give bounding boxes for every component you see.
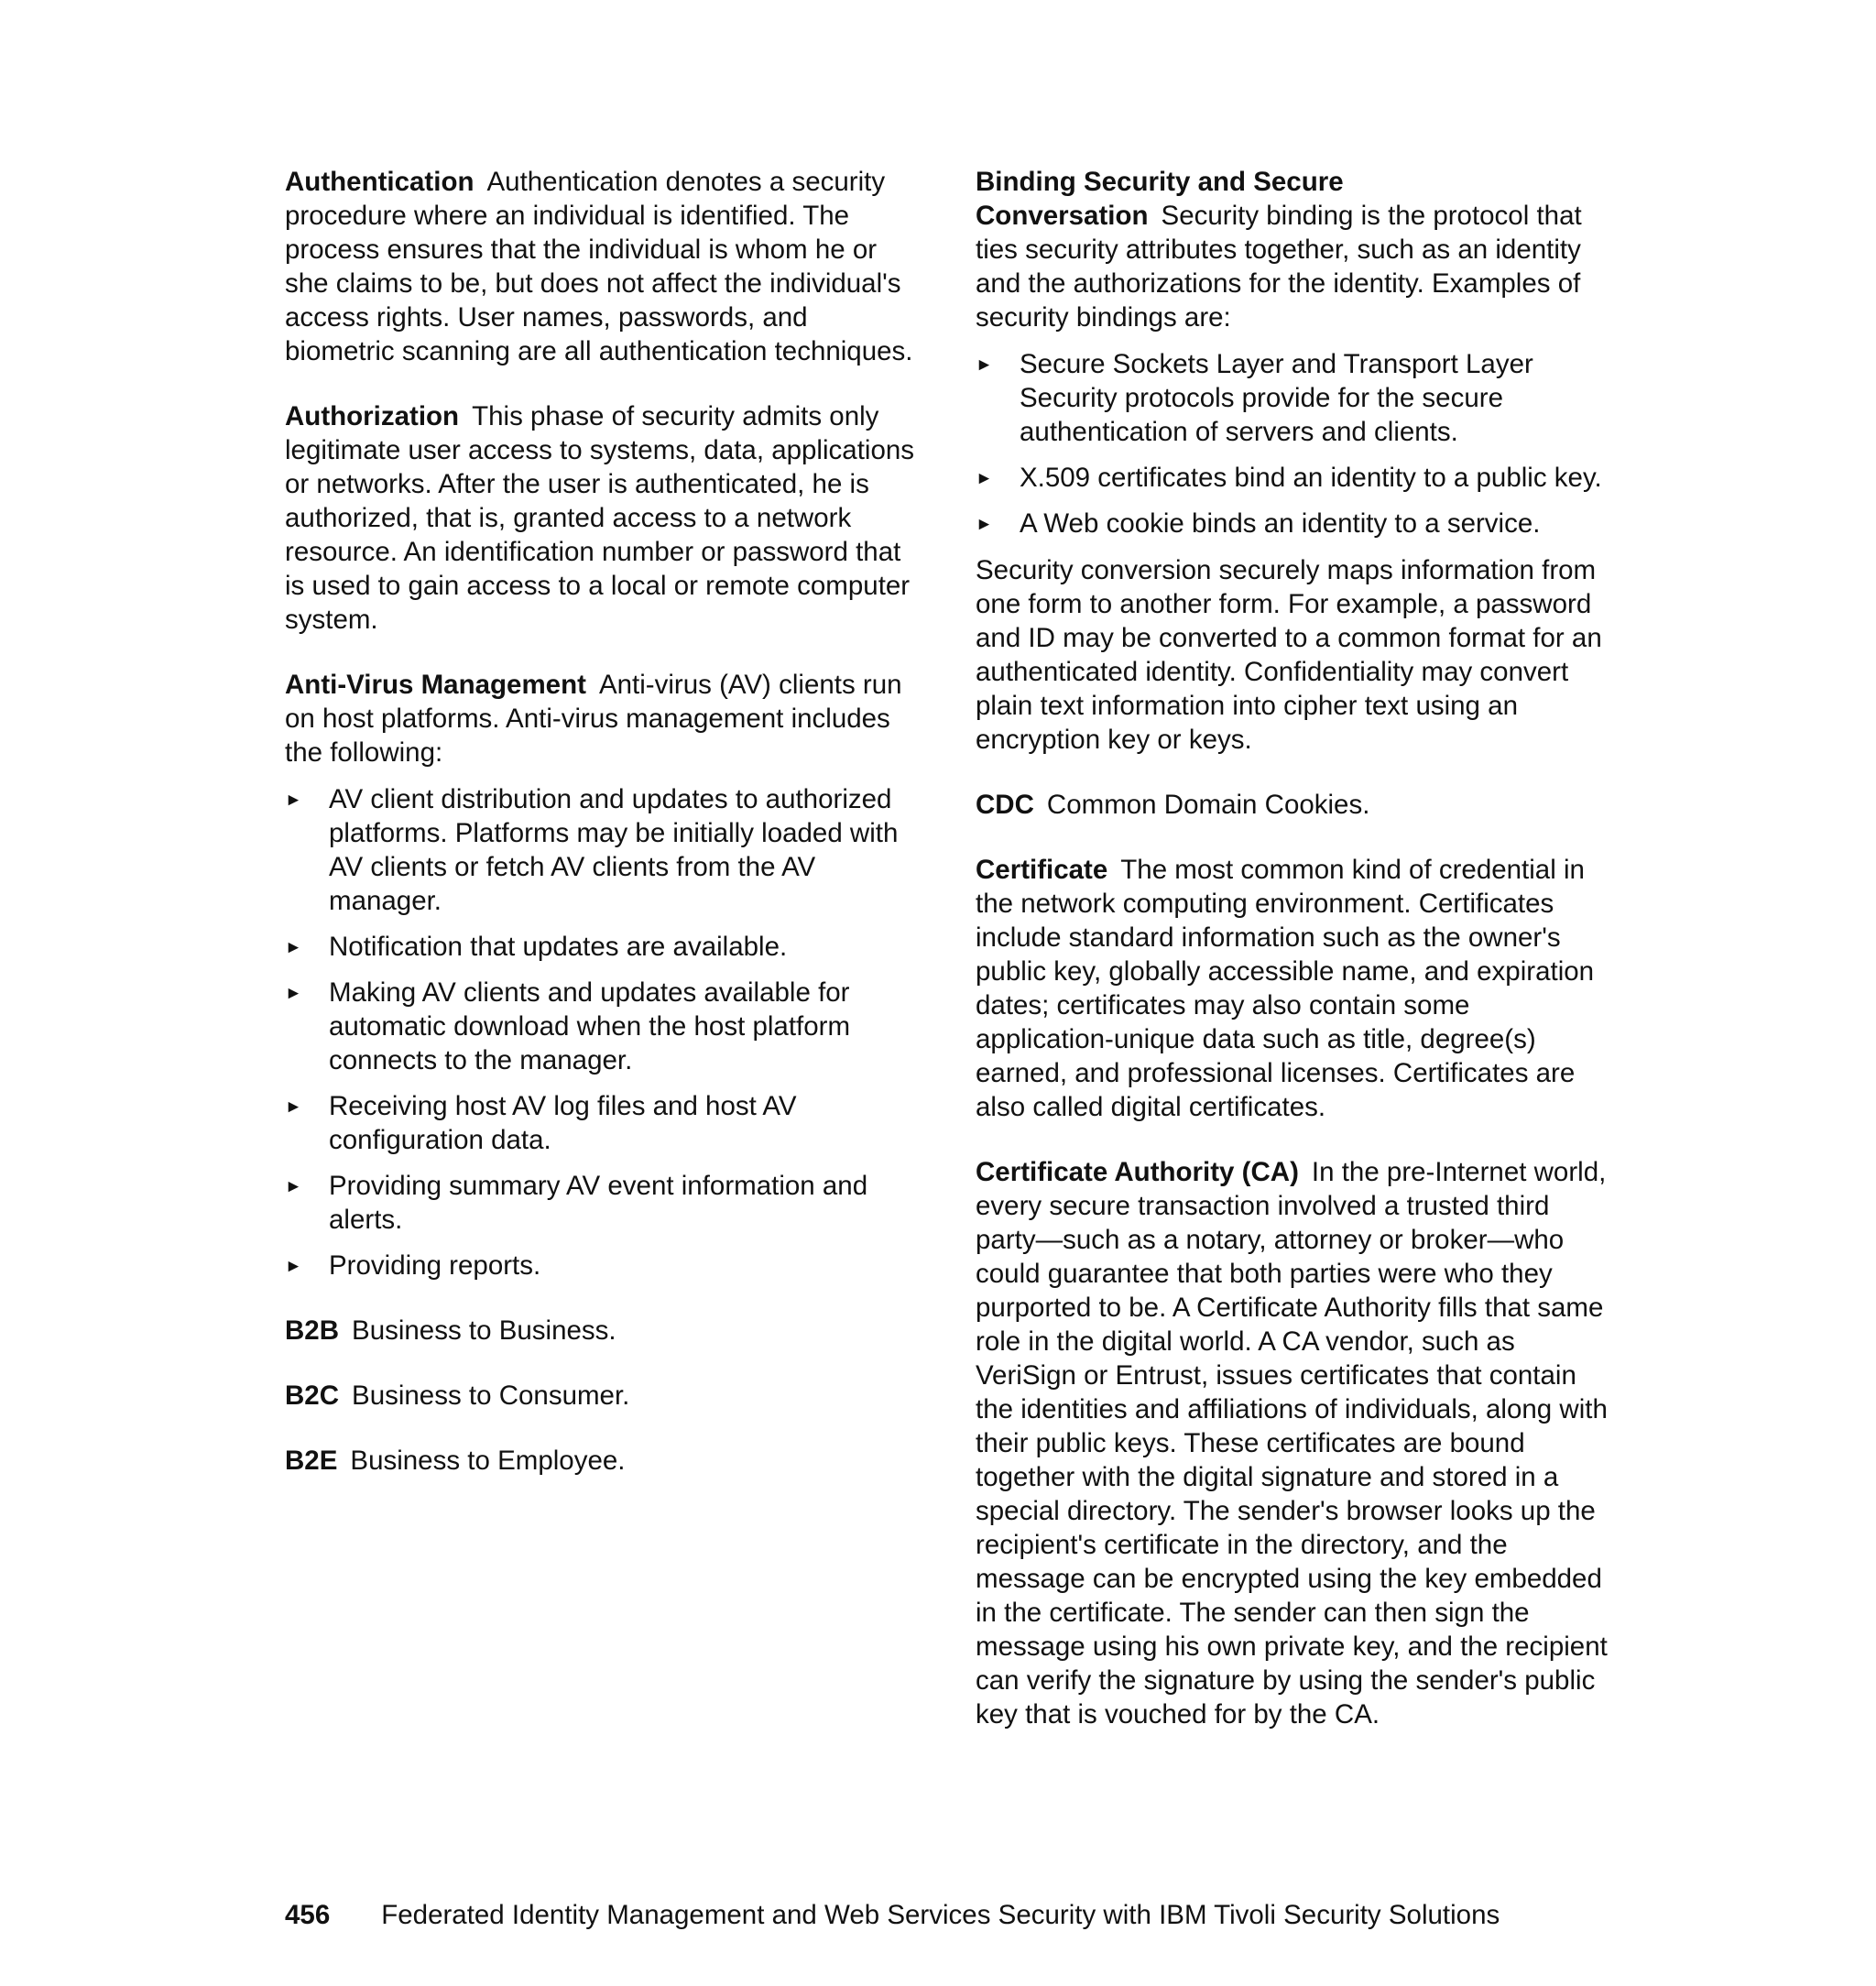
definition-text xyxy=(285,1379,917,1413)
list-item xyxy=(976,461,1608,495)
term-heading: Binding Security and Secure Conversation xyxy=(976,167,1344,231)
definition-text xyxy=(285,1444,917,1478)
list-item xyxy=(976,347,1608,449)
bullet-list xyxy=(976,347,1608,540)
right-column xyxy=(976,165,1608,1762)
definition-text xyxy=(976,788,1608,822)
definition-continuation: Security conversion securely maps information from one form to another form. For example, a password and ID may be converted to a common format for an authenticated identity. Confidentiality may convert plain text information into cipher text using an encryption key or keys. xyxy=(976,555,1602,755)
entry-cdc xyxy=(976,788,1608,822)
definition-body: Business to Consumer. xyxy=(352,1380,630,1411)
bullet-arrow-icon: ► xyxy=(285,938,302,957)
list-item-text: AV client distribution and updates to authorized platforms. Platforms may be initially loaded with AV clients or fetch AV clients from the AV manager. xyxy=(329,784,899,916)
definition-text xyxy=(285,1314,917,1348)
list-item-text: Providing summary AV event information and alerts. xyxy=(329,1171,868,1235)
bullet-arrow-icon: ► xyxy=(285,1097,302,1117)
book-title: Federated Identity Management and Web Services Security with IBM Tivoli Security Solutions xyxy=(381,1900,1500,1930)
bullet-list xyxy=(285,782,917,1282)
list-item-text: Providing reports. xyxy=(329,1250,541,1281)
list-item-text: Secure Sockets Layer and Transport Layer Security protocols provide for the secure authentication of servers and clients. xyxy=(1020,349,1533,447)
definition-text xyxy=(285,165,917,368)
term-heading: B2E xyxy=(285,1446,338,1476)
bullet-arrow-icon: ► xyxy=(976,469,993,488)
list-item xyxy=(285,1249,917,1282)
bullet-arrow-icon: ► xyxy=(285,1177,302,1196)
list-item-text: Receiving host AV log files and host AV configuration data. xyxy=(329,1091,797,1155)
entry-authorization xyxy=(285,399,917,637)
definition-body: Business to Employee. xyxy=(350,1446,626,1476)
term-heading: Certificate xyxy=(976,855,1108,885)
left-column xyxy=(285,165,917,1509)
bullet-arrow-icon: ► xyxy=(285,791,302,810)
term-heading: B2B xyxy=(285,1315,340,1346)
definition-text xyxy=(976,853,1608,1124)
definition-text xyxy=(285,668,917,769)
list-item xyxy=(285,976,917,1077)
definition-body: In the pre-Internet world, every secure transaction involved a trusted third party—such as a notary, attorney or broker—who could guarantee that both parties were who they purported to be. A Certificate Authority fills that same role in the digital world. A CA vendor, such as VeriSign or Entrust, issues certificates that contain the identities and affiliations of individuals, along with their public keys. These certificates are bound together with the digital signature and stored in a special directory. The sender's browser looks up the recipient's certificate in the directory, and the message can be encrypted using the key embedded in the certificate. The sender can then sign the message using his own private key, and the recipient can verify the signature by using the sender's public key that is vouched for by the CA. xyxy=(976,1157,1608,1730)
term-heading: Anti-Virus Management xyxy=(285,670,586,700)
list-item xyxy=(285,1169,917,1237)
definition-body: Anti-virus (AV) clients run on host platforms. Anti-virus management includes the following: xyxy=(285,670,902,768)
definition-body: Business to Business. xyxy=(352,1315,616,1346)
list-item xyxy=(285,1089,917,1157)
term-heading: Certificate Authority (CA) xyxy=(976,1157,1299,1187)
entry-b2c xyxy=(285,1379,917,1413)
term-heading: CDC xyxy=(976,790,1034,820)
term-heading: Authorization xyxy=(285,401,460,431)
list-item xyxy=(976,507,1608,540)
entry-b2e xyxy=(285,1444,917,1478)
definition-body: Common Domain Cookies. xyxy=(1046,790,1370,820)
list-item-text: X.509 certificates bind an identity to a public key. xyxy=(1020,463,1602,493)
entry-b2b xyxy=(285,1314,917,1348)
bullet-arrow-icon: ► xyxy=(285,984,302,1003)
list-item xyxy=(285,782,917,918)
definition-text xyxy=(976,1155,1608,1731)
definition-body: This phase of security admits only legitimate user access to systems, data, applications or networks. After the user is authenticated, he is authorized, that is, granted access to a network resource. An identification number or password that is used to gain access to a local or remote computer system. xyxy=(285,401,915,635)
term-heading: B2C xyxy=(285,1380,340,1411)
definition-body: Security binding is the protocol that ties security attributes together, such as an identity and the authorizations for the identity. Examples of security bindings are: xyxy=(976,201,1582,333)
page-number: 456 xyxy=(285,1900,331,1930)
definition-body: The most common kind of credential in the network computing environment. Certificates include standard information such as the owner's public key, globally accessible name, and expiration dates; certificates may also contain some application-unique data such as title, degree(s) earned, and professional licenses. Certificates are also called digital certificates. xyxy=(976,855,1595,1122)
entry-binding-security xyxy=(976,165,1608,757)
definition-text xyxy=(976,165,1608,334)
bullet-arrow-icon: ► xyxy=(285,1257,302,1276)
entry-certificate-authority xyxy=(976,1155,1608,1731)
definition-body: Authentication denotes a security procedure where an individual is identified. The process ensures that the individual is whom he or she claims to be, but does not affect the individual's access rights. User names, passwords, and biometric scanning are all authentication techniques. xyxy=(285,167,913,366)
page-footer xyxy=(285,1898,1500,1932)
list-item-text: A Web cookie binds an identity to a service. xyxy=(1020,508,1541,539)
list-item-text: Notification that updates are available. xyxy=(329,932,788,962)
bullet-arrow-icon: ► xyxy=(976,355,993,375)
entry-certificate xyxy=(976,853,1608,1124)
definition-text xyxy=(285,399,917,637)
bullet-arrow-icon: ► xyxy=(976,515,993,534)
list-item xyxy=(285,930,917,964)
entry-anti-virus-management xyxy=(285,668,917,1282)
entry-authentication xyxy=(285,165,917,368)
term-heading: Authentication xyxy=(285,167,474,197)
list-item-text: Making AV clients and updates available for automatic download when the host platform connects to the manager. xyxy=(329,977,851,1075)
